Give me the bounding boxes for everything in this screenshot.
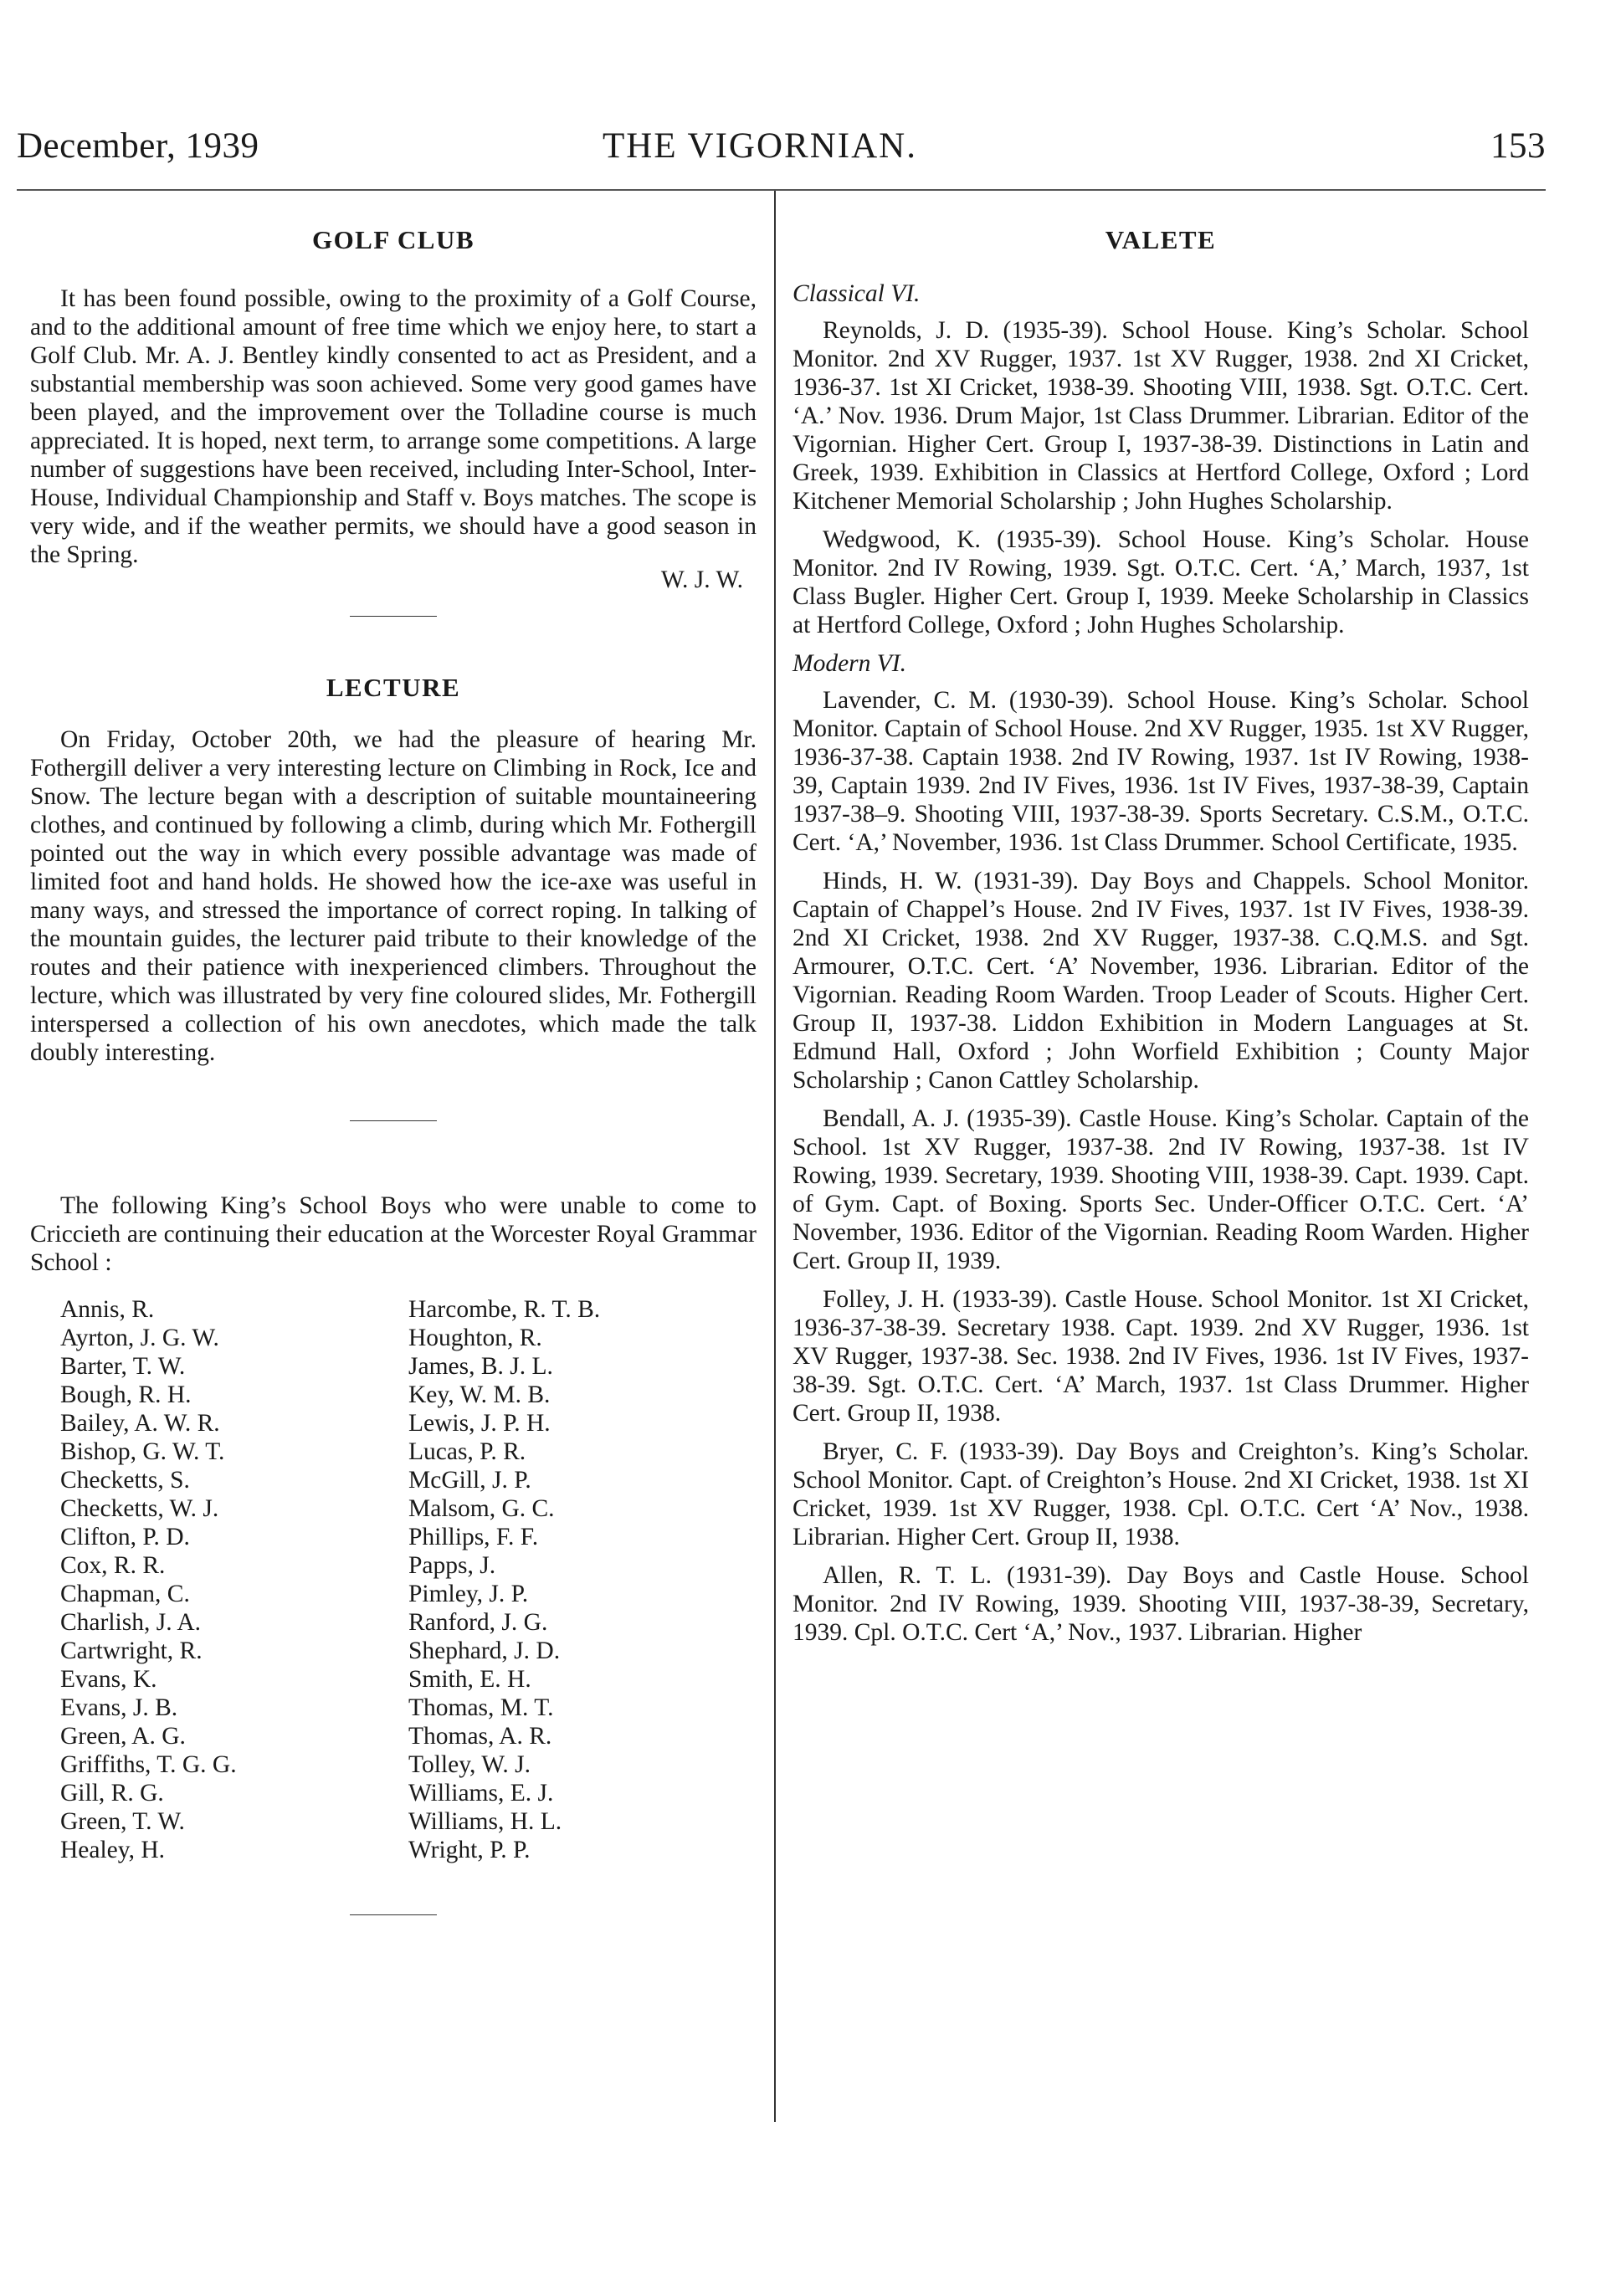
student-name: Thomas, A. R. xyxy=(408,1723,552,1750)
section-separator xyxy=(350,1914,437,1915)
student-name: Shephard, J. D. xyxy=(408,1637,561,1664)
header-rule xyxy=(17,189,1546,191)
valete-entry: Lavender, C. M. (1930-39). School House. King’s Scholar. School Monitor. Captain of School House. 2nd XV Rugger, 1935. 1st XV Rugger, 1936-37-38. Captain 1938. 2nd IV Rowing, 1937. 1st IV Rowing, 1938-39, Captain 1939. 2nd IV Fives, 1936. 1st IV Fives, 1937-38-39, Captain 1937-38–9. Shooting VIII, 1937-38-39. Sports Secretary. C.S.M., O.T.C. Cert. ‘A,’ November, 1936. 1st Class Drummer. School Certificate, 1935. xyxy=(793,687,1529,856)
valete-entry: Allen, R. T. L. (1931-39). Day Boys and Castle House. School Monitor. 2nd IV Rowing, 1939. Shooting VIII, 1937-38-39, Secretary, 1939. Cpl. O.T.C. Cert ‘A,’ Nov., 1937. Librarian. Higher xyxy=(793,1562,1529,1646)
classical-entries xyxy=(793,316,1529,639)
student-name: Gill, R. G. xyxy=(60,1780,164,1807)
student-name: Green, A. G. xyxy=(60,1723,186,1750)
student-name: Checketts, W. J. xyxy=(60,1495,219,1522)
student-name: Harcombe, R. T. B. xyxy=(408,1296,601,1323)
golf-club-body: It has been found possible, owing to the proximity of a Golf Course, and to the additional amount of free time which we enjoy here, to start a Golf Club. Mr. A. J. Bentley kindly consented to act as President, and a substantial membership was soon achieved. Some very good games have been played, and the improvement over the Tolladine course is much appreciated. It is hoped, next term, to arrange some competitions. A large number of suggestions have been received, including Inter-School, Inter-House, Individual Championship and Staff v. Boys matches. The scope is very wide, and if the weather permits, we should have a good season in the Spring. xyxy=(30,285,757,568)
issue-date: December, 1939 xyxy=(17,126,259,166)
student-name: Wright, P. P. xyxy=(408,1837,531,1863)
golf-club-signature: W. J. W. xyxy=(660,566,743,593)
student-name: Williams, E. J. xyxy=(408,1780,554,1807)
student-name: Houghton, R. xyxy=(408,1325,542,1351)
section-separator xyxy=(350,616,437,617)
name-list xyxy=(30,1295,757,1864)
valete-entry: Wedgwood, K. (1935-39). School House. King’s Scholar. House Monitor. 2nd IV Rowing, 1939. Sgt. O.T.C. Cert. ‘A,’ March, 1937, 1st Class Bugler. Higher Cert. Group I, 1939. Meeke Scholarship in Classics at Hertford College, Oxford ; John Hughes Scholarship. xyxy=(793,526,1529,638)
student-name: Charlish, J. A. xyxy=(60,1609,201,1636)
student-name: Clifton, P. D. xyxy=(60,1524,190,1550)
column-divider xyxy=(774,191,776,2122)
student-name: Evans, K. xyxy=(60,1666,157,1693)
student-name: Barter, T. W. xyxy=(60,1353,186,1380)
golf-club-section xyxy=(30,226,757,594)
running-head xyxy=(0,126,1546,176)
lecture-body: On Friday, October 20th, we had the pleasure of hearing Mr. Fothergill deliver a very interesting lecture on Climbing in Rock, Ice and Snow. The lecture began with a description of suitable mountaineering clothes, and continued by following a climb, during which Mr. Fothergill pointed out the way in which every possible advantage was made of limited foot and hand holds. He showed how the ice-axe was useful in many ways, and stressed the importance of correct roping. In talking of the mountain guides, the lecturer paid tribute to their knowledge of the routes and their patience with inexperienced climbers. Throughout the lecture, which was illustrated by very fine coloured slides, Mr. Fothergill interspersed a collection of his own anecdotes, which made the talk doubly interesting. xyxy=(30,726,757,1066)
student-name: Lewis, J. P. H. xyxy=(408,1410,551,1437)
student-name: Green, T. W. xyxy=(60,1808,185,1835)
student-name: Evans, J. B. xyxy=(60,1694,178,1721)
student-name: Chapman, C. xyxy=(60,1581,190,1607)
student-name: Phillips, F. F. xyxy=(408,1524,539,1550)
student-name: McGill, J. P. xyxy=(408,1467,531,1494)
student-name: Bailey, A. W. R. xyxy=(60,1410,220,1437)
student-name: Ranford, J. G. xyxy=(408,1609,548,1636)
student-name: Lucas, P. R. xyxy=(408,1438,526,1465)
student-name: Bough, R. H. xyxy=(60,1381,192,1408)
modern-entries xyxy=(793,686,1529,1647)
valete-entry: Bryer, C. F. (1933-39). Day Boys and Creighton’s. King’s Scholar. School Monitor. Capt. of Creighton’s House. 2nd XI Cricket, 1938. 1st XI Cricket, 1939. 1st XV Rugger, 1938. Cpl. O.T.C. Cert ‘A’ Nov., 1938. Librarian. Higher Cert. Group II, 1938. xyxy=(793,1438,1529,1550)
kings-school-intro: The following King’s School Boys who were unable to come to Criccieth are continuing their education at the Worcester Royal Grammar School : xyxy=(30,1192,757,1276)
student-name: Pimley, J. P. xyxy=(408,1581,529,1607)
student-name: Annis, R. xyxy=(60,1296,155,1323)
page-number: 153 xyxy=(1490,126,1546,166)
valete-entry: Folley, J. H. (1933-39). Castle House. School Monitor. 1st XI Cricket, 1936-37-38-39. Secretary 1938. Capt. 1939. 2nd XV Rugger, 1936. 1st XV Rugger, 1937-38. Sec. 1938. 2nd IV Fives, 1936. 1st IV Fives, 1937-38-39. Sgt. O.T.C. Cert. ‘A’ March, 1937. 1st Class Drummer. Higher Cert. Group II, 1938. xyxy=(793,1286,1529,1427)
valete-entry: Bendall, A. J. (1935-39). Castle House. King’s Scholar. Captain of the School. 1st XV Rugger, 1937-38. 2nd IV Rowing, 1937-38. 1st IV Rowing, 1939. Secretary, 1939. Shooting VIII, 1938-39. Capt. 1939. Capt. of Gym. Capt. of Boxing. Sports Sec. Under-Officer O.T.C. Cert. ‘A’ November, 1936. Editor of the Vigornian. Reading Room Warden. Higher Cert. Group II, 1939. xyxy=(793,1105,1529,1274)
student-name: Papps, J. xyxy=(408,1552,496,1579)
student-name: Key, W. M. B. xyxy=(408,1381,551,1408)
student-name: Ayrton, J. G. W. xyxy=(60,1325,219,1351)
valete-heading: VALETE xyxy=(1105,225,1217,254)
student-name: Healey, H. xyxy=(60,1837,166,1863)
student-name: Cox, R. R. xyxy=(60,1552,166,1579)
student-name: Checketts, S. xyxy=(60,1467,190,1494)
student-name: Williams, H. L. xyxy=(408,1808,562,1835)
left-column xyxy=(30,226,757,1915)
publication-title: THE VIGORNIAN. xyxy=(603,126,917,166)
student-name: Griffiths, T. G. G. xyxy=(60,1751,237,1778)
student-name: Bishop, G. W. T. xyxy=(60,1438,225,1465)
lecture-section xyxy=(30,674,757,1067)
student-name: Thomas, M. T. xyxy=(408,1694,554,1721)
golf-club-heading: GOLF CLUB xyxy=(311,225,475,254)
lecture-heading: LECTURE xyxy=(326,673,461,702)
section-separator xyxy=(350,1120,437,1121)
name-list-left xyxy=(60,1295,408,1864)
classical-sixth-label: Classical VI. xyxy=(793,280,921,307)
kings-school-section xyxy=(30,1192,757,1864)
right-column xyxy=(793,226,1529,1657)
modern-sixth-label: Modern VI. xyxy=(793,650,906,677)
student-name: Tolley, W. J. xyxy=(408,1751,531,1778)
student-name: Cartwright, R. xyxy=(60,1637,203,1664)
student-name: Smith, E. H. xyxy=(408,1666,531,1693)
name-list-right xyxy=(408,1295,757,1864)
student-name: Malsom, G. C. xyxy=(408,1495,555,1522)
valete-entry: Hinds, H. W. (1931-39). Day Boys and Chappels. School Monitor. Captain of Chappel’s House. 2nd IV Fives, 1937. 1st IV Fives, 1938-39. 2nd XI Cricket, 1938. 2nd XV Rugger, 1937-38. C.Q.M.S. and Sgt. Armourer, O.T.C. Cert. ‘A’ November, 1936. Librarian. Editor of the Vigornian. Reading Room Warden. Troop Leader of Scouts. Higher Cert. Group II, 1937-38. Liddon Exhibition in Modern Languages at St. Edmund Hall, Oxford ; John Worfield Exhibition ; County Major Scholarship ; Canon Cattley Scholarship. xyxy=(793,868,1529,1094)
student-name: James, B. J. L. xyxy=(408,1353,553,1380)
valete-entry: Reynolds, J. D. (1935-39). School House. King’s Scholar. School Monitor. 2nd XV Rugger, 1937. 1st XV Rugger, 1938. 2nd XI Cricket, 1936-37. 1st XI Cricket, 1938-39. Shooting VIII, 1938. Sgt. O.T.C. Cert. ‘A.’ Nov. 1936. Drum Major, 1st Class Drummer. Librarian. Editor of the Vigornian. Higher Cert. Group I, 1937-38-39. Distinctions in Latin and Greek, 1939. Exhibition in Classics at Hertford College, Oxford ; Lord Kitchener Memorial Scholarship ; John Hughes Scholarship. xyxy=(793,317,1529,515)
